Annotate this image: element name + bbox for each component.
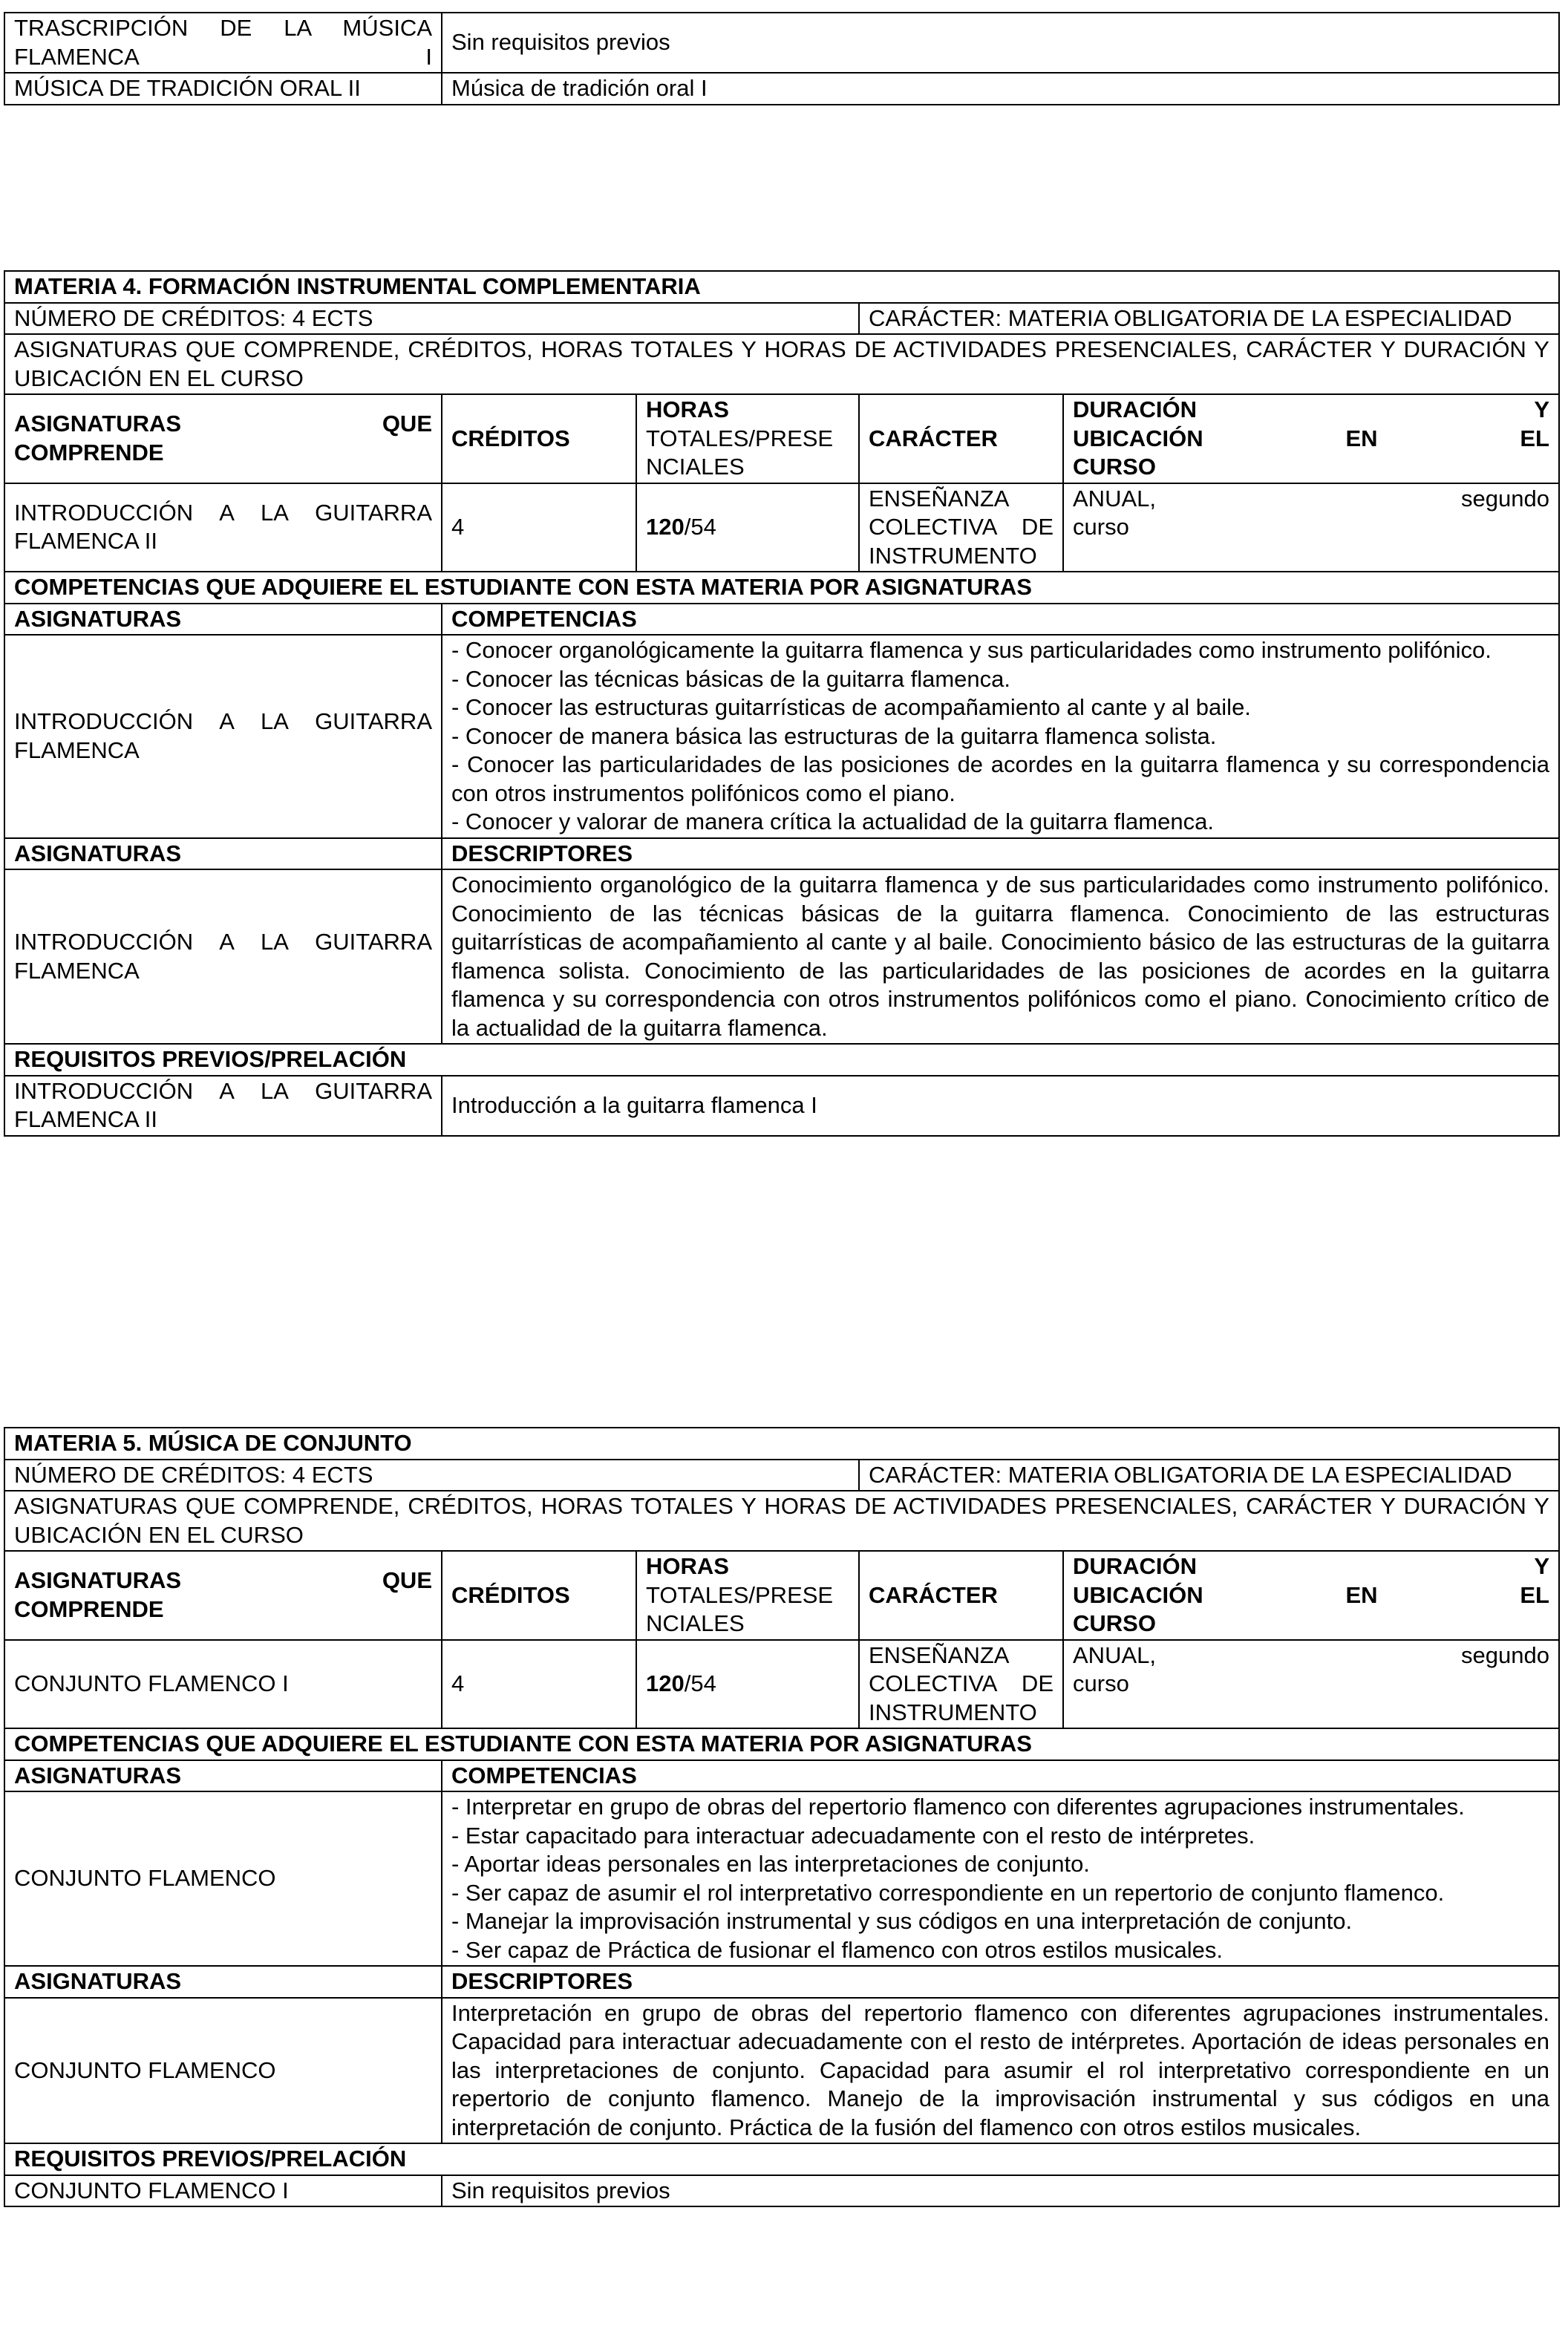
list-item: - Aportar ideas personales en las interpretaciones de conjunto. [451,1851,1090,1877]
list-item: - Interpretar en grupo de obras del repertorio flamenco con diferentes agrupaciones instrumentales. [451,1794,1465,1820]
requisito-cell: Música de tradición oral I [442,73,1559,105]
header-asignaturas: ASIGNATURAS QUE COMPRENDE [4,1551,442,1640]
subject-creditos: 4 [442,1640,636,1729]
requisitos-valor: Introducción a la guitarra flamenca I [442,1076,1559,1136]
competencias-asignatura: CONJUNTO FLAMENCO [4,1791,442,1966]
asignaturas-header: ASIGNATURAS QUE COMPRENDE, CRÉDITOS, HORAS TOTALES Y HORAS DE ACTIVIDADES PRESENCIALES, CARÁCTER Y DURACIÓN Y UBICACIÓN EN EL CURSO [4,334,1559,394]
header-creditos: CRÉDITOS [442,394,636,483]
subject-caracter: ENSEÑANZA COLECTIVA DE INSTRUMENTO [859,483,1063,572]
asignatura-cell: MÚSICA DE TRADICIÓN ORAL II [4,73,442,105]
subject-horas: 120/54 [636,483,859,572]
requisitos-asignatura: INTRODUCCIÓN A LA GUITARRA FLAMENCA II [4,1076,442,1136]
list-item: - Conocer de manera básica las estructuras de la guitarra flamenca solista. [451,722,1217,749]
list-item: - Conocer y valorar de manera crítica la actualidad de la guitarra flamenca. [451,808,1214,834]
subject-header-row [4,1551,1559,1640]
caracter-materia: CARÁCTER: MATERIA OBLIGATORIA DE LA ESPECIALIDAD [859,303,1559,335]
descriptores-asignatura: CONJUNTO FLAMENCO [4,1998,442,2144]
col-asignaturas: ASIGNATURAS [4,838,442,870]
header-duracion: DURACIÓN Y UBICACIÓN EN EL CURSO [1063,394,1559,483]
list-item: - Manejar la improvisación instrumental y sus códigos en una interpretación de conjunto. [451,1908,1353,1934]
col-descriptores: DESCRIPTORES [442,1966,1559,1998]
subject-duracion: ANUAL, segundo curso [1063,483,1559,572]
materia-4-table [4,270,1560,1137]
requisitos-valor: Sin requisitos previos [442,2175,1559,2207]
subject-duracion: ANUAL, segundo curso [1063,1640,1559,1729]
col-asignaturas: ASIGNATURAS [4,604,442,635]
col-competencias: COMPETENCIAS [442,604,1559,635]
subject-row [4,1640,1559,1729]
header-duracion: DURACIÓN Y UBICACIÓN EN EL CURSO [1063,1551,1559,1640]
competencias-asignatura: INTRODUCCIÓN A LA GUITARRA FLAMENCA [4,635,442,838]
header-horas: HORAS TOTALES/PRESENCIALES [636,394,859,483]
caracter-materia: CARÁCTER: MATERIA OBLIGATORIA DE LA ESPECIALIDAD [859,1460,1559,1491]
subject-name: INTRODUCCIÓN A LA GUITARRA FLAMENCA II [4,483,442,572]
list-item: - Conocer las particularidades de las posiciones de acordes en la guitarra flamenca y su correspondencia con otros instrumentos polifónicos como el piano. [451,751,1549,806]
col-asignaturas: ASIGNATURAS [4,1966,442,1998]
col-descriptores: DESCRIPTORES [442,838,1559,870]
descriptores-text: Interpretación en grupo de obras del repertorio flamenco con diferentes agrupaciones instrumentales. Capacidad para interactuar adecuadamente con el resto de intérpretes. Aportación de ideas personales en las interpretaciones de conjunto. Capacidad para asumir el rol interpretativo correspondiente en un repertorio de conjunto flamenco. Manejo de la improvisación instrumental y sus códigos en una interpretación de conjunto. Práctica de la fusión del flamenco con otros estilos musicales. [442,1998,1559,2144]
header-creditos: CRÉDITOS [442,1551,636,1640]
table-row [4,13,1559,73]
col-asignaturas: ASIGNATURAS [4,1760,442,1792]
descriptores-text: Conocimiento organológico de la guitarra flamenca y de sus particularidades como instrumento polifónico. Conocimiento de las técnicas básicas de la guitarra flamenca. Conocimiento de las estructuras guitarrísticas de acompañamiento al cante y al baile. Conocimiento básico de las estructuras de la guitarra flamenca solista. Conocimiento de las particularidades de las posiciones de acordes en la guitarra flamenca y su correspondencia con otros instrumentos polifónicos como el piano. Conocimiento crítico de la actualidad de la guitarra flamenca. [442,869,1559,1044]
materia-5-table [4,1427,1560,2207]
competencias-list [442,635,1559,838]
competencias-list [442,1791,1559,1966]
requisitos-header: REQUISITOS PREVIOS/PRELACIÓN [4,2143,1559,2175]
materia-title: MATERIA 4. FORMACIÓN INSTRUMENTAL COMPLEMENTARIA [4,271,1559,303]
header-caracter: CARÁCTER [859,394,1063,483]
subject-creditos: 4 [442,483,636,572]
subject-name: CONJUNTO FLAMENCO I [4,1640,442,1729]
numero-creditos: NÚMERO DE CRÉDITOS: 4 ECTS [4,303,859,335]
col-competencias: COMPETENCIAS [442,1760,1559,1792]
list-item: - Conocer organológicamente la guitarra flamenca y sus particularidades como instrumento polifónico. [451,637,1492,663]
numero-creditos: NÚMERO DE CRÉDITOS: 4 ECTS [4,1460,859,1491]
list-item: - Conocer las estructuras guitarrísticas de acompañamiento al cante y al baile. [451,694,1251,720]
requisitos-header: REQUISITOS PREVIOS/PRELACIÓN [4,1044,1559,1076]
requisitos-continuation-table [4,12,1560,105]
list-item: - Conocer las técnicas básicas de la guitarra flamenca. [451,665,1010,692]
header-asignaturas: ASIGNATURAS QUE COMPRENDE [4,394,442,483]
header-horas: HORAS TOTALES/PRESENCIALES [636,1551,859,1640]
header-caracter: CARÁCTER [859,1551,1063,1640]
subject-caracter: ENSEÑANZA COLECTIVA DE INSTRUMENTO [859,1640,1063,1729]
competencias-header: COMPETENCIAS QUE ADQUIERE EL ESTUDIANTE CON ESTA MATERIA POR ASIGNATURAS [4,1728,1559,1760]
asignatura-cell: TRASCRIPCIÓN DE LA MÚSICA FLAMENCA I [4,13,442,73]
table-row [4,73,1559,105]
subject-row [4,483,1559,572]
materia-title: MATERIA 5. MÚSICA DE CONJUNTO [4,1428,1559,1460]
list-item: - Ser capaz de Práctica de fusionar el flamenco con otros estilos musicales. [451,1936,1223,1963]
requisito-cell: Sin requisitos previos [442,13,1559,73]
list-item: - Estar capacitado para interactuar adecuadamente con el resto de intérpretes. [451,1822,1255,1849]
competencias-header: COMPETENCIAS QUE ADQUIERE EL ESTUDIANTE CON ESTA MATERIA POR ASIGNATURAS [4,572,1559,604]
subject-horas: 120/54 [636,1640,859,1729]
asignaturas-header: ASIGNATURAS QUE COMPRENDE, CRÉDITOS, HORAS TOTALES Y HORAS DE ACTIVIDADES PRESENCIALES, CARÁCTER Y DURACIÓN Y UBICACIÓN EN EL CURSO [4,1491,1559,1551]
requisitos-asignatura: CONJUNTO FLAMENCO I [4,2175,442,2207]
subject-header-row [4,394,1559,483]
list-item: - Ser capaz de asumir el rol interpretativo correspondiente en un repertorio de conjunto flamenco. [451,1879,1445,1906]
descriptores-asignatura: INTRODUCCIÓN A LA GUITARRA FLAMENCA [4,869,442,1044]
